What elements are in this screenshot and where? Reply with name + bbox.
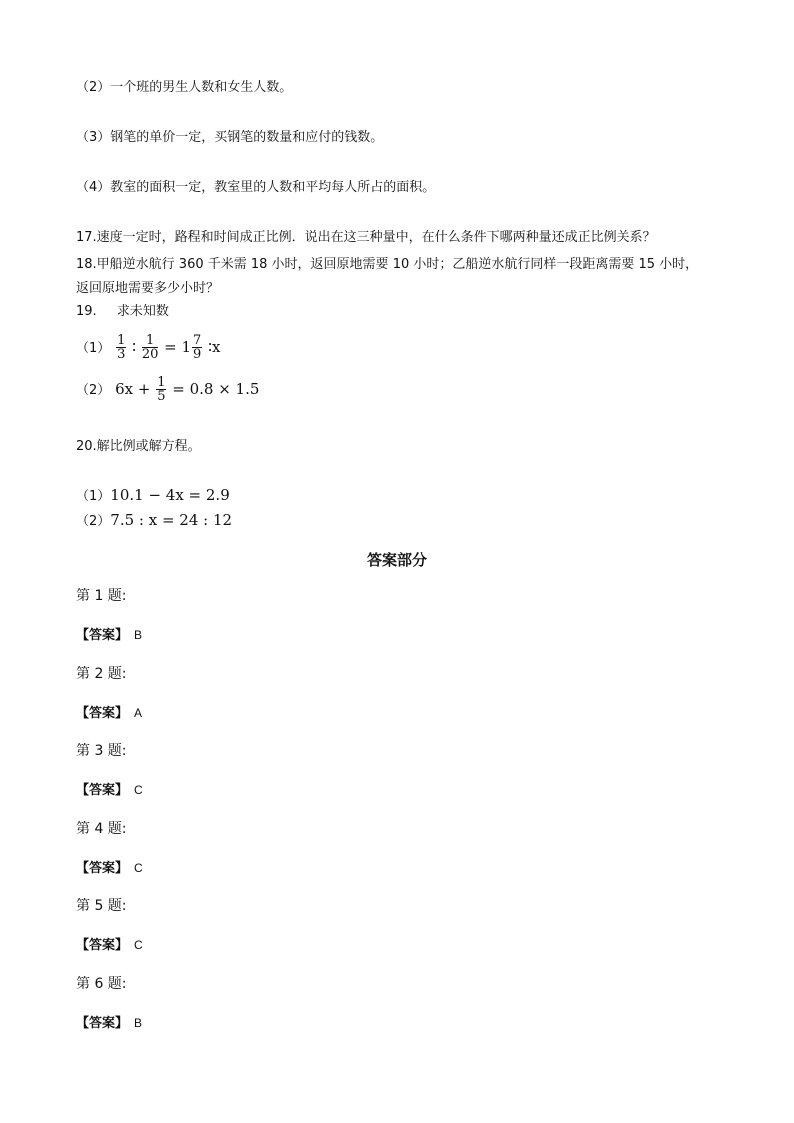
answer-6-question: 第 6 题: <box>76 976 127 992</box>
question-19-part1 <box>76 330 220 366</box>
q19-p1-op: ∶ <box>132 338 137 356</box>
q19-p2-lhs: 6x + <box>115 380 151 398</box>
question-19-part2 <box>76 372 259 408</box>
q20-p2-expr: 7.5 : x = 24 : 12 <box>110 511 233 529</box>
q16-item-4: （4）教室的面积一定，教室里的人数和平均每人所占的面积。 <box>76 180 436 195</box>
q19-p1-eq: = <box>164 338 177 356</box>
q16-item-2: （2）一个班的男生人数和女生人数。 <box>76 80 293 95</box>
answer-3-question: 第 3 题: <box>76 743 127 759</box>
q19-p2-label: （2） <box>76 383 111 398</box>
question-19-number: 19. <box>76 304 97 319</box>
q20-p1-label: （1） <box>76 489 111 504</box>
question-20-title: 20.解比例或解方程。 <box>76 439 201 454</box>
answer-4: 【答案】 C <box>76 861 143 876</box>
question-19-heading <box>76 303 169 321</box>
answer-6: 【答案】 B <box>76 1016 143 1031</box>
q19-p1-frac-a: $\frac{1}{3}$ <box>117 333 126 362</box>
q20-p1-expr: 10.1 − 4x = 2.9 <box>110 486 230 504</box>
question-19-title: 求未知数 <box>116 304 169 319</box>
question-17: 17.速度一定时，路程和时间成正比例．说出在这三种量中，在什么条件下哪两种量还成正比例关系？ <box>76 230 656 245</box>
answer-1: 【答案】 B <box>76 628 143 643</box>
answer-5: 【答案】 C <box>76 938 143 953</box>
answers-section-title: 答案部分 <box>366 551 427 569</box>
q19-p1-tail: ∶x <box>208 338 221 356</box>
q16-item-3: （3）钢笔的单价一定，买钢笔的数量和应付的钱数。 <box>76 130 384 145</box>
answer-2: 【答案】 A <box>76 706 143 721</box>
q19-p2-rhs: = 0.8 × 1.5 <box>172 380 260 398</box>
q19-p1-frac-c: $\frac{7}{9}$ <box>193 333 202 362</box>
question-20-part1 <box>76 485 230 507</box>
q19-p2-frac: $\frac{1}{5}$ <box>157 375 166 404</box>
q19-p1-whole: 1 <box>181 338 192 356</box>
q19-p1-frac-b: $\frac{1}{20}$ <box>141 333 159 362</box>
question-18-line2: 返回原地需要多少小时？ <box>76 281 220 296</box>
question-18-line1: 18.甲船逆水航行 360 千米需 18 小时，返回原地需要 10 小时；乙船逆水航行同样一段距离需要 15 小时， <box>76 257 699 272</box>
answer-1-question: 第 1 题: <box>76 588 127 604</box>
question-20-part2 <box>76 510 232 532</box>
answer-2-question: 第 2 题: <box>76 666 127 682</box>
answer-3: 【答案】 C <box>76 783 143 798</box>
q20-p2-label: （2） <box>76 514 111 529</box>
answer-4-question: 第 4 题: <box>76 821 127 837</box>
answer-5-question: 第 5 题: <box>76 898 127 914</box>
q19-p1-label: （1） <box>76 341 111 356</box>
